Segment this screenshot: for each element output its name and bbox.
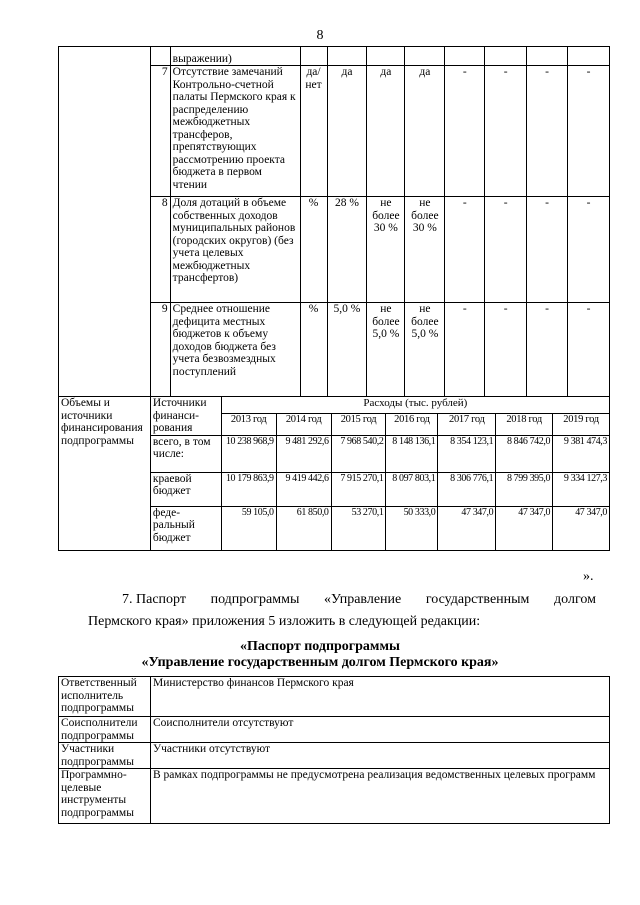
finance-value: 61 850,0 — [276, 506, 331, 550]
passport-label: Соисполнители подпрограммы — [59, 717, 151, 743]
passport-value: Участники отсутствуют — [150, 743, 609, 769]
year-header: 2017 год — [438, 414, 496, 435]
passport-label: Программно-целевые инструменты подпрограммы — [59, 769, 151, 824]
goal-value: - — [485, 66, 527, 197]
passport-title-line-2: «Управление государственным долгом Пермского края» — [141, 655, 499, 670]
expenses-header: Расходы (тыс. рублей) — [221, 397, 609, 414]
finance-value: 53 270,1 — [331, 506, 386, 550]
passport-value: Министерство финансов Пермского края — [150, 677, 609, 717]
finance-value: 9 419 442,6 — [276, 472, 331, 506]
finance-value: 10 179 863,9 — [221, 472, 276, 506]
paragraph-word: подпрограммы — [210, 592, 300, 607]
finance-value: 8 306 776,1 — [438, 472, 496, 506]
goal-fragment: выражении) — [170, 47, 300, 66]
goal-value: 28 % — [327, 197, 367, 303]
source-name: краевой бюджет — [150, 472, 221, 506]
source-header: Источники финанси- рования — [150, 397, 221, 436]
amendment-paragraph — [88, 589, 596, 633]
passport-table — [58, 676, 610, 824]
goal-value: - — [485, 197, 527, 303]
goal-name: Доля дотаций в объеме собственных доходов муниципальных районов (городских округов) (без учета целевых межбюджетных трансфертов) — [170, 197, 300, 303]
finance-label: Объемы и источники финансирования подпрограммы — [59, 397, 151, 551]
goal-name: Среднее отношение дефицита местных бюджетов к объему доходов бюджета без учета безвозмездных поступлений — [170, 303, 300, 397]
goals-table — [58, 46, 610, 397]
page-number: 8 — [316, 28, 324, 43]
passport-row — [59, 677, 610, 717]
goal-value: - — [568, 197, 610, 303]
year-header: 2015 год — [331, 414, 386, 435]
paragraph-word: долгом — [554, 592, 596, 607]
closing-quote: ». — [583, 569, 594, 584]
finance-value: 8 846 742,0 — [496, 435, 553, 472]
goals-fragment-row — [59, 47, 610, 66]
passport-label: Участники подпрограммы — [59, 743, 151, 769]
goal-value: - — [527, 197, 568, 303]
goal-value: да — [405, 66, 445, 197]
finance-value: 47 347,0 — [496, 506, 553, 550]
source-name: феде- ральный бюджет — [150, 506, 221, 550]
passport-row — [59, 717, 610, 743]
goal-unit: % — [300, 197, 327, 303]
passport-title — [0, 639, 640, 671]
finance-table — [58, 396, 610, 551]
paragraph-line-1 — [88, 589, 596, 611]
goal-value: - — [445, 197, 485, 303]
goal-value: - — [568, 303, 610, 397]
goal-value: - — [568, 66, 610, 197]
goal-value: - — [445, 66, 485, 197]
goal-name: Отсутствие замечаний Контрольно-счетной палаты Пермского края к распределению межбюджетных трансферов, препятствующих рассмотрению проекта бюджета в первом чтении — [170, 66, 300, 197]
finance-value: 10 238 968,9 — [221, 435, 276, 472]
year-header: 2018 год — [496, 414, 553, 435]
goal-number: 8 — [150, 197, 170, 303]
finance-value: 8 354 123,1 — [438, 435, 496, 472]
paragraph-word: 7. Паспорт — [122, 592, 186, 607]
finance-value: 8 148 136,1 — [386, 435, 438, 472]
goal-unit: % — [300, 303, 327, 397]
source-name: всего, в том числе: — [150, 435, 221, 472]
year-header: 2014 год — [276, 414, 331, 435]
finance-value: 8 097 803,1 — [386, 472, 438, 506]
finance-value: 7 968 540,2 — [331, 435, 386, 472]
passport-value: В рамках подпрограммы не предусмотрена реализация ведомственных целевых программ — [150, 769, 609, 824]
goal-value: не более 30 % — [367, 197, 405, 303]
passport-row — [59, 769, 610, 824]
goal-value: не более 5,0 % — [405, 303, 445, 397]
finance-value: 9 481 292,6 — [276, 435, 331, 472]
goal-value: 5,0 % — [327, 303, 367, 397]
finance-value: 47 347,0 — [553, 506, 610, 550]
year-header: 2016 год — [386, 414, 438, 435]
goal-number: 9 — [150, 303, 170, 397]
paragraph-line-2: Пермского края» приложения 5 изложить в следующей редакции: — [88, 614, 481, 629]
finance-value: 59 105,0 — [221, 506, 276, 550]
goal-value: да — [327, 66, 367, 197]
finance-header-row — [59, 397, 610, 414]
passport-label: Ответственный исполнитель подпрограммы — [59, 677, 151, 717]
year-header: 2019 год — [553, 414, 610, 435]
goal-value: - — [527, 303, 568, 397]
goal-value: не более 30 % — [405, 197, 445, 303]
passport-value: Соисполнители отсутствуют — [150, 717, 609, 743]
finance-value: 47 347,0 — [438, 506, 496, 550]
goal-unit: да/ нет — [300, 66, 327, 197]
goal-value: - — [527, 66, 568, 197]
finance-value: 7 915 270,1 — [331, 472, 386, 506]
paragraph-word: «Управление — [324, 592, 402, 607]
finance-value: 9 334 127,3 — [553, 472, 610, 506]
goal-value: не более 5,0 % — [367, 303, 405, 397]
finance-value: 50 333,0 — [386, 506, 438, 550]
passport-row — [59, 743, 610, 769]
paragraph-word: государственным — [425, 592, 530, 607]
year-header: 2013 год — [221, 414, 276, 435]
goal-number: 7 — [150, 66, 170, 197]
passport-title-line-1: «Паспорт подпрограммы — [240, 639, 400, 654]
goal-value: да — [367, 66, 405, 197]
goal-value: - — [485, 303, 527, 397]
goal-value: - — [445, 303, 485, 397]
finance-value: 9 381 474,3 — [553, 435, 610, 472]
finance-value: 8 799 395,0 — [496, 472, 553, 506]
